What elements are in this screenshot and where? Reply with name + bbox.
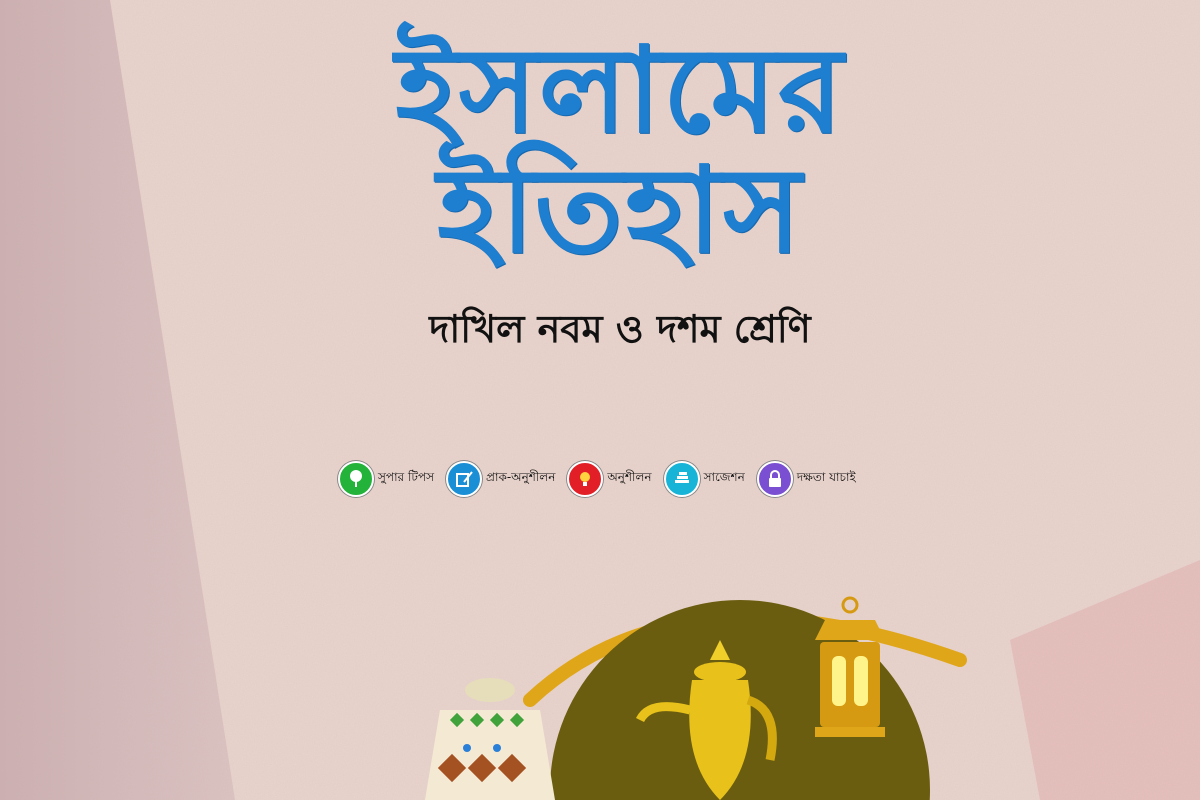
feature-suggestion [664,461,745,497]
feature-legend [338,459,898,499]
bulb-icon [567,461,603,497]
tree-icon [338,461,374,497]
feature-label: সাজেশন [703,470,745,484]
feature-label: প্রাক-অনুশীলন [486,470,556,484]
feature-practice [567,461,651,497]
title-line-2: ইতিহাস [437,141,803,279]
decorative-artwork [380,560,1080,800]
feature-super-tips [338,461,434,497]
subtitle: দাখিল নবম ও দশম শ্রেণি [429,307,811,351]
book-stack-icon [664,461,700,497]
title-line-1: ইসলামের [395,21,845,159]
pen-paper-icon [446,461,482,497]
feature-label: অনুশীলন [607,470,652,484]
feature-skill-test [757,461,856,497]
feature-label: দক্ষতা যাচাই [796,470,856,484]
feature-label: সুপার টিপস [378,470,435,484]
lock-icon [757,461,793,497]
feature-pre-practice [446,461,555,497]
